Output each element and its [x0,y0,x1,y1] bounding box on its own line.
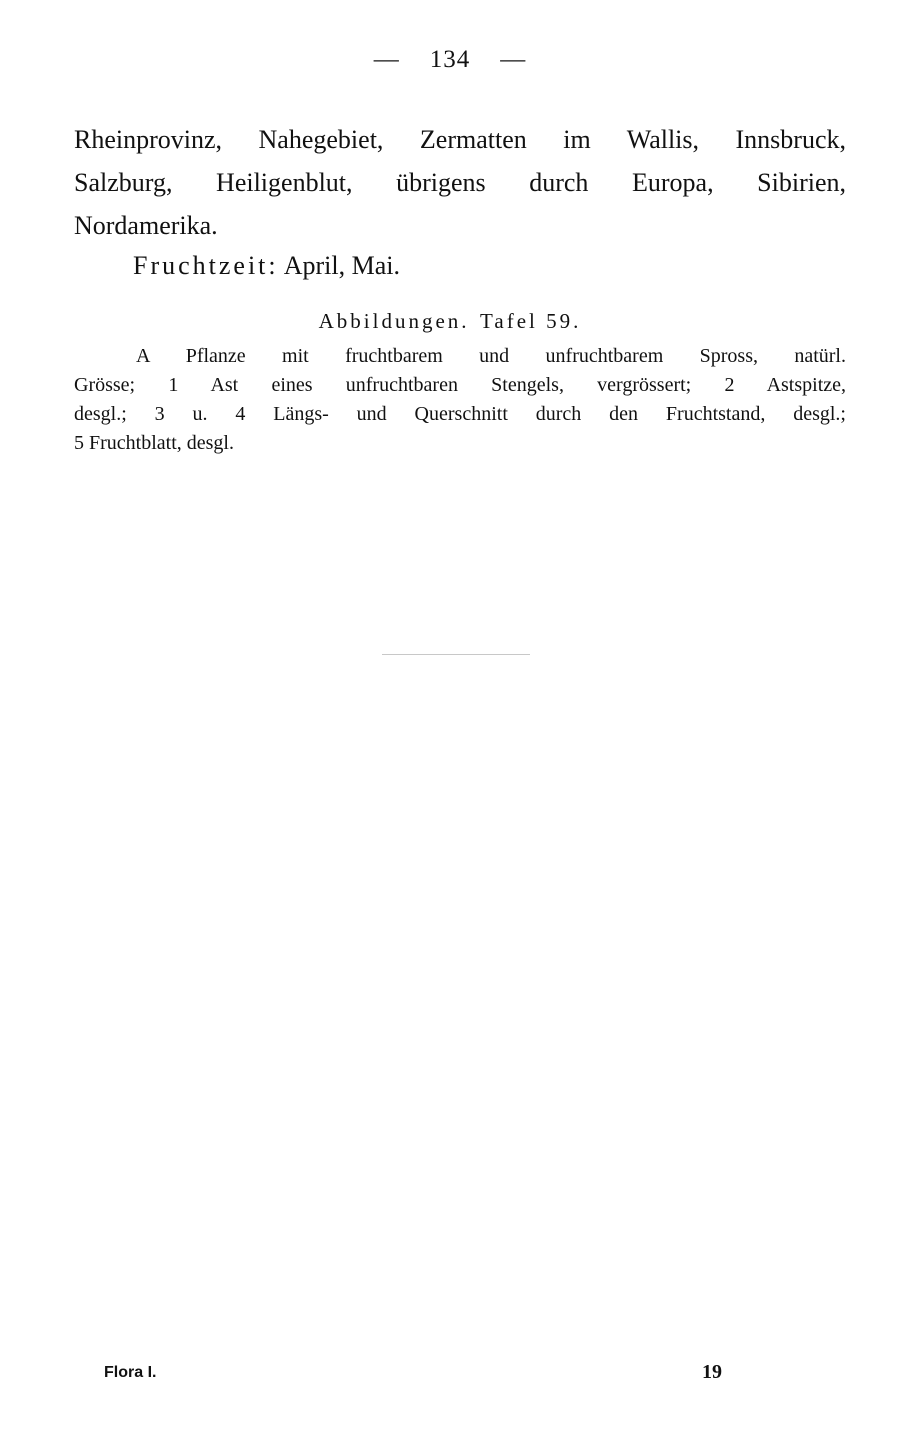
fruit-time-value: April, Mai. [283,251,400,280]
figures-heading [0,309,900,334]
header-dash-left: — [373,46,400,73]
page-number [0,46,900,74]
caption-line: desgl.; 3 u. 4 Längs- und Querschnitt durch den Fruchtstand, desgl.; [74,403,846,425]
fruit-time-label: Fruchtzeit: [133,251,279,280]
header-dash-right: — [500,46,527,73]
caption-line: 5 Fruchtblatt, desgl. [74,432,234,454]
caption-line: A Pflanze mit fruchtbarem und unfruchtbarem Spross, natürl. [136,345,846,367]
fruit-time [133,251,400,281]
locality-line: Salzburg, Heiligenblut, übrigens durch Europa, Sibirien, [74,168,846,197]
locality-paragraph [74,118,846,247]
sheet-number: 19 [702,1361,722,1383]
printer-signature: Flora I. [104,1364,157,1381]
figures-heading-plate: Tafel 59. [480,309,582,333]
figures-heading-label: Abbildungen. [318,309,470,333]
locality-line: Nordamerika. [74,211,218,240]
locality-line: Rheinprovinz, Nahegebiet, Zermatten im Wallis, Innsbruck, [74,125,846,154]
section-divider [382,654,530,655]
figure-caption [74,342,846,458]
page-number-value: 134 [429,46,471,73]
caption-line: Grösse; 1 Ast eines unfruchtbaren Stengels, vergrössert; 2 Astspitze, [74,374,846,396]
